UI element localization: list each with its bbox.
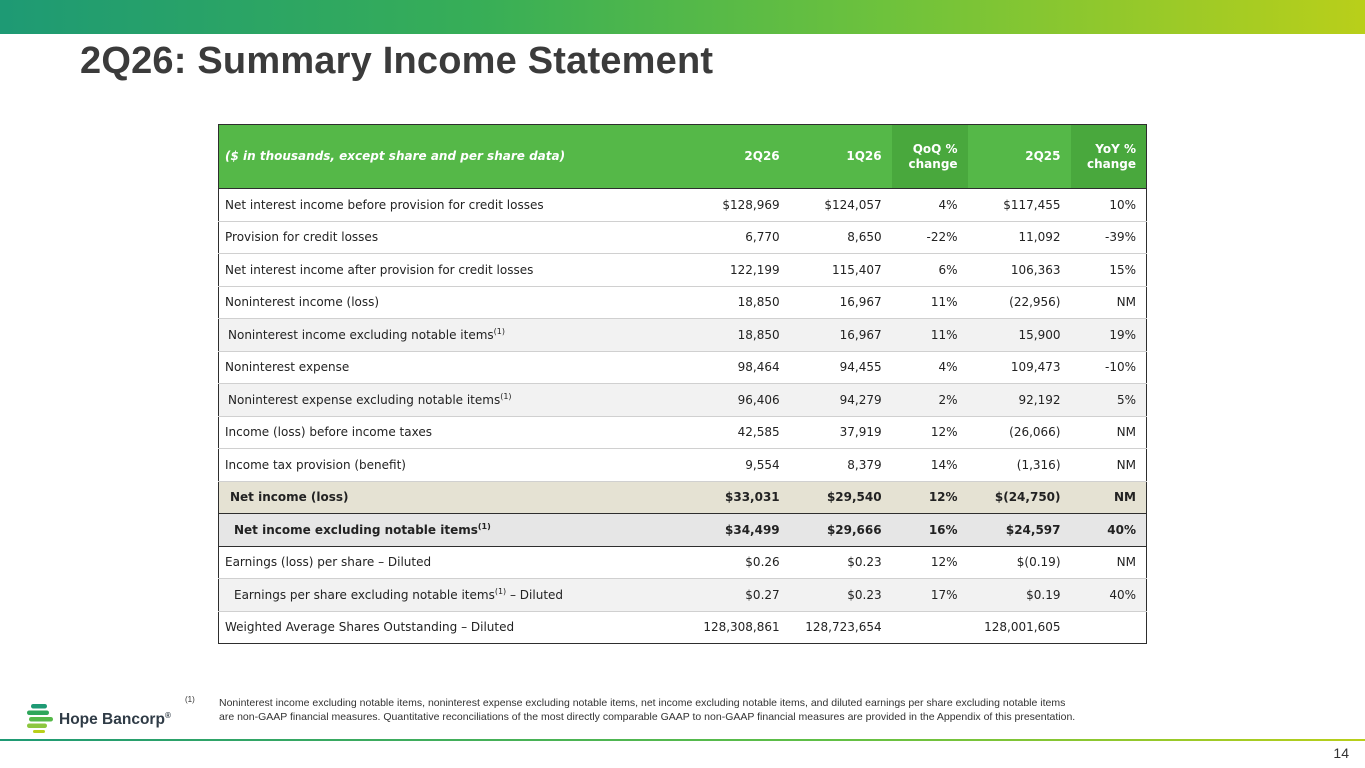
value-1q26: 16,967: [790, 319, 892, 352]
header-2q25: 2Q25: [968, 125, 1071, 189]
value-1q26: 37,919: [790, 416, 892, 449]
value-1q26: 128,723,654: [790, 611, 892, 644]
value-yoy-change: NM: [1071, 286, 1147, 319]
footnote-ref: (1): [493, 326, 505, 336]
value-2q25: $(0.19): [968, 546, 1071, 579]
row-label: Earnings (loss) per share – Diluted: [219, 546, 688, 579]
value-2q25: 92,192: [968, 384, 1071, 417]
value-2q26: $0.26: [688, 546, 790, 579]
table-header-row: [219, 125, 1147, 189]
row-label: Weighted Average Shares Outstanding – Diluted: [219, 611, 688, 644]
row-label: Income (loss) before income taxes: [219, 416, 688, 449]
table-row: [219, 579, 1147, 612]
value-2q25: $0.19: [968, 579, 1071, 612]
value-2q26: 42,585: [688, 416, 790, 449]
table-row: [219, 189, 1147, 222]
bottom-divider: [0, 739, 1365, 741]
footnote-ref: (1): [500, 391, 512, 401]
company-logo: [27, 703, 177, 737]
value-yoy-change: 10%: [1071, 189, 1147, 222]
row-label: Provision for credit losses: [219, 221, 688, 254]
value-qoq-change: -22%: [892, 221, 968, 254]
page-number: 14: [1333, 745, 1349, 761]
value-qoq-change: 14%: [892, 449, 968, 482]
value-qoq-change: 11%: [892, 286, 968, 319]
value-yoy-change: 40%: [1071, 514, 1147, 547]
table-row: [219, 384, 1147, 417]
value-2q25: (1,316): [968, 449, 1071, 482]
value-qoq-change: 2%: [892, 384, 968, 417]
value-2q26: $34,499: [688, 514, 790, 547]
value-1q26: 16,967: [790, 286, 892, 319]
table-row: [219, 319, 1147, 352]
row-label: Net income excluding notable items$^{(1)}$: [219, 514, 688, 547]
value-yoy-change: -10%: [1071, 351, 1147, 384]
table-row: [219, 416, 1147, 449]
header-2q26: 2Q26: [688, 125, 790, 189]
value-qoq-change: 12%: [892, 416, 968, 449]
value-2q26: 96,406: [688, 384, 790, 417]
value-1q26: $0.23: [790, 546, 892, 579]
footnote-line-2: are non-GAAP financial measures. Quantitative reconciliations of the most directly comparable GAAP to non-GAAP financial measures are provided in the Appendix of this presentation.: [219, 711, 1076, 723]
value-qoq-change: 17%: [892, 579, 968, 612]
table-body: [219, 189, 1147, 644]
value-qoq-change: 12%: [892, 481, 968, 514]
value-2q25: (26,066): [968, 416, 1071, 449]
value-yoy-change: 40%: [1071, 579, 1147, 612]
value-1q26: $124,057: [790, 189, 892, 222]
value-2q26: 6,770: [688, 221, 790, 254]
row-label: Net income (loss): [219, 481, 688, 514]
value-2q26: 128,308,861: [688, 611, 790, 644]
table-row: [219, 286, 1147, 319]
row-label: Noninterest expense: [219, 351, 688, 384]
table-row: [219, 254, 1147, 287]
value-1q26: 115,407: [790, 254, 892, 287]
row-label: Noninterest expense excluding notable items$^{(1)}$: [219, 384, 688, 417]
table-row: [219, 221, 1147, 254]
value-2q25: $(24,750): [968, 481, 1071, 514]
value-2q26: 98,464: [688, 351, 790, 384]
logo-wordmark: Hope Bancorp®: [59, 710, 171, 728]
value-1q26: $29,666: [790, 514, 892, 547]
value-qoq-change: 11%: [892, 319, 968, 352]
value-1q26: 94,455: [790, 351, 892, 384]
value-yoy-change: 5%: [1071, 384, 1147, 417]
value-2q26: $128,969: [688, 189, 790, 222]
value-2q26: $0.27: [688, 579, 790, 612]
value-yoy-change: NM: [1071, 449, 1147, 482]
row-label: Net interest income after provision for credit losses: [219, 254, 688, 287]
value-2q26: 18,850: [688, 286, 790, 319]
value-qoq-change: 16%: [892, 514, 968, 547]
header-yoy-change: YoY % change: [1071, 125, 1147, 189]
value-qoq-change: 4%: [892, 351, 968, 384]
value-2q25: $117,455: [968, 189, 1071, 222]
footnote: [185, 696, 1145, 724]
value-yoy-change: 15%: [1071, 254, 1147, 287]
value-2q25: 11,092: [968, 221, 1071, 254]
value-qoq-change: [892, 611, 968, 644]
table-row: [219, 611, 1147, 644]
footnote-marker: (1): [185, 695, 195, 704]
header-label: ($ in thousands, except share and per share data): [219, 125, 688, 189]
value-2q26: 18,850: [688, 319, 790, 352]
row-label: Noninterest income (loss): [219, 286, 688, 319]
row-label: Income tax provision (benefit): [219, 449, 688, 482]
income-statement-table: [218, 124, 1147, 644]
top-gradient-band: [0, 0, 1365, 34]
value-2q25: $24,597: [968, 514, 1071, 547]
value-yoy-change: NM: [1071, 546, 1147, 579]
table-row: [219, 351, 1147, 384]
value-2q25: 106,363: [968, 254, 1071, 287]
value-2q25: 15,900: [968, 319, 1071, 352]
value-yoy-change: NM: [1071, 481, 1147, 514]
row-label: Earnings per share excluding notable items$^{(1)}$ – Diluted: [219, 579, 688, 612]
header-1q26: 1Q26: [790, 125, 892, 189]
value-yoy-change: [1071, 611, 1147, 644]
value-qoq-change: 4%: [892, 189, 968, 222]
value-qoq-change: 12%: [892, 546, 968, 579]
value-2q25: 128,001,605: [968, 611, 1071, 644]
slide-title: 2Q26: Summary Income Statement: [80, 40, 714, 82]
value-yoy-change: -39%: [1071, 221, 1147, 254]
value-1q26: 94,279: [790, 384, 892, 417]
value-2q26: 122,199: [688, 254, 790, 287]
value-1q26: $29,540: [790, 481, 892, 514]
table-row: [219, 481, 1147, 514]
footnote-line-1: Noninterest income excluding notable items, noninterest expense excluding notable items, net income excluding notable items, and diluted earnings per share excluding notable items: [219, 697, 1066, 709]
table-row: [219, 514, 1147, 547]
value-yoy-change: 19%: [1071, 319, 1147, 352]
value-2q25: (22,956): [968, 286, 1071, 319]
value-1q26: $0.23: [790, 579, 892, 612]
value-2q26: $33,031: [688, 481, 790, 514]
value-yoy-change: NM: [1071, 416, 1147, 449]
footnote-ref: (1): [477, 521, 491, 531]
table-row: [219, 449, 1147, 482]
value-2q26: 9,554: [688, 449, 790, 482]
header-qoq-change: QoQ % change: [892, 125, 968, 189]
value-qoq-change: 6%: [892, 254, 968, 287]
footnote-ref: (1): [494, 586, 507, 596]
value-2q25: 109,473: [968, 351, 1071, 384]
value-1q26: 8,650: [790, 221, 892, 254]
value-1q26: 8,379: [790, 449, 892, 482]
row-label: Noninterest income excluding notable items$^{(1)}$: [219, 319, 688, 352]
table-row: [219, 546, 1147, 579]
hope-bancorp-logo-icon: [27, 703, 55, 733]
row-label: Net interest income before provision for credit losses: [219, 189, 688, 222]
